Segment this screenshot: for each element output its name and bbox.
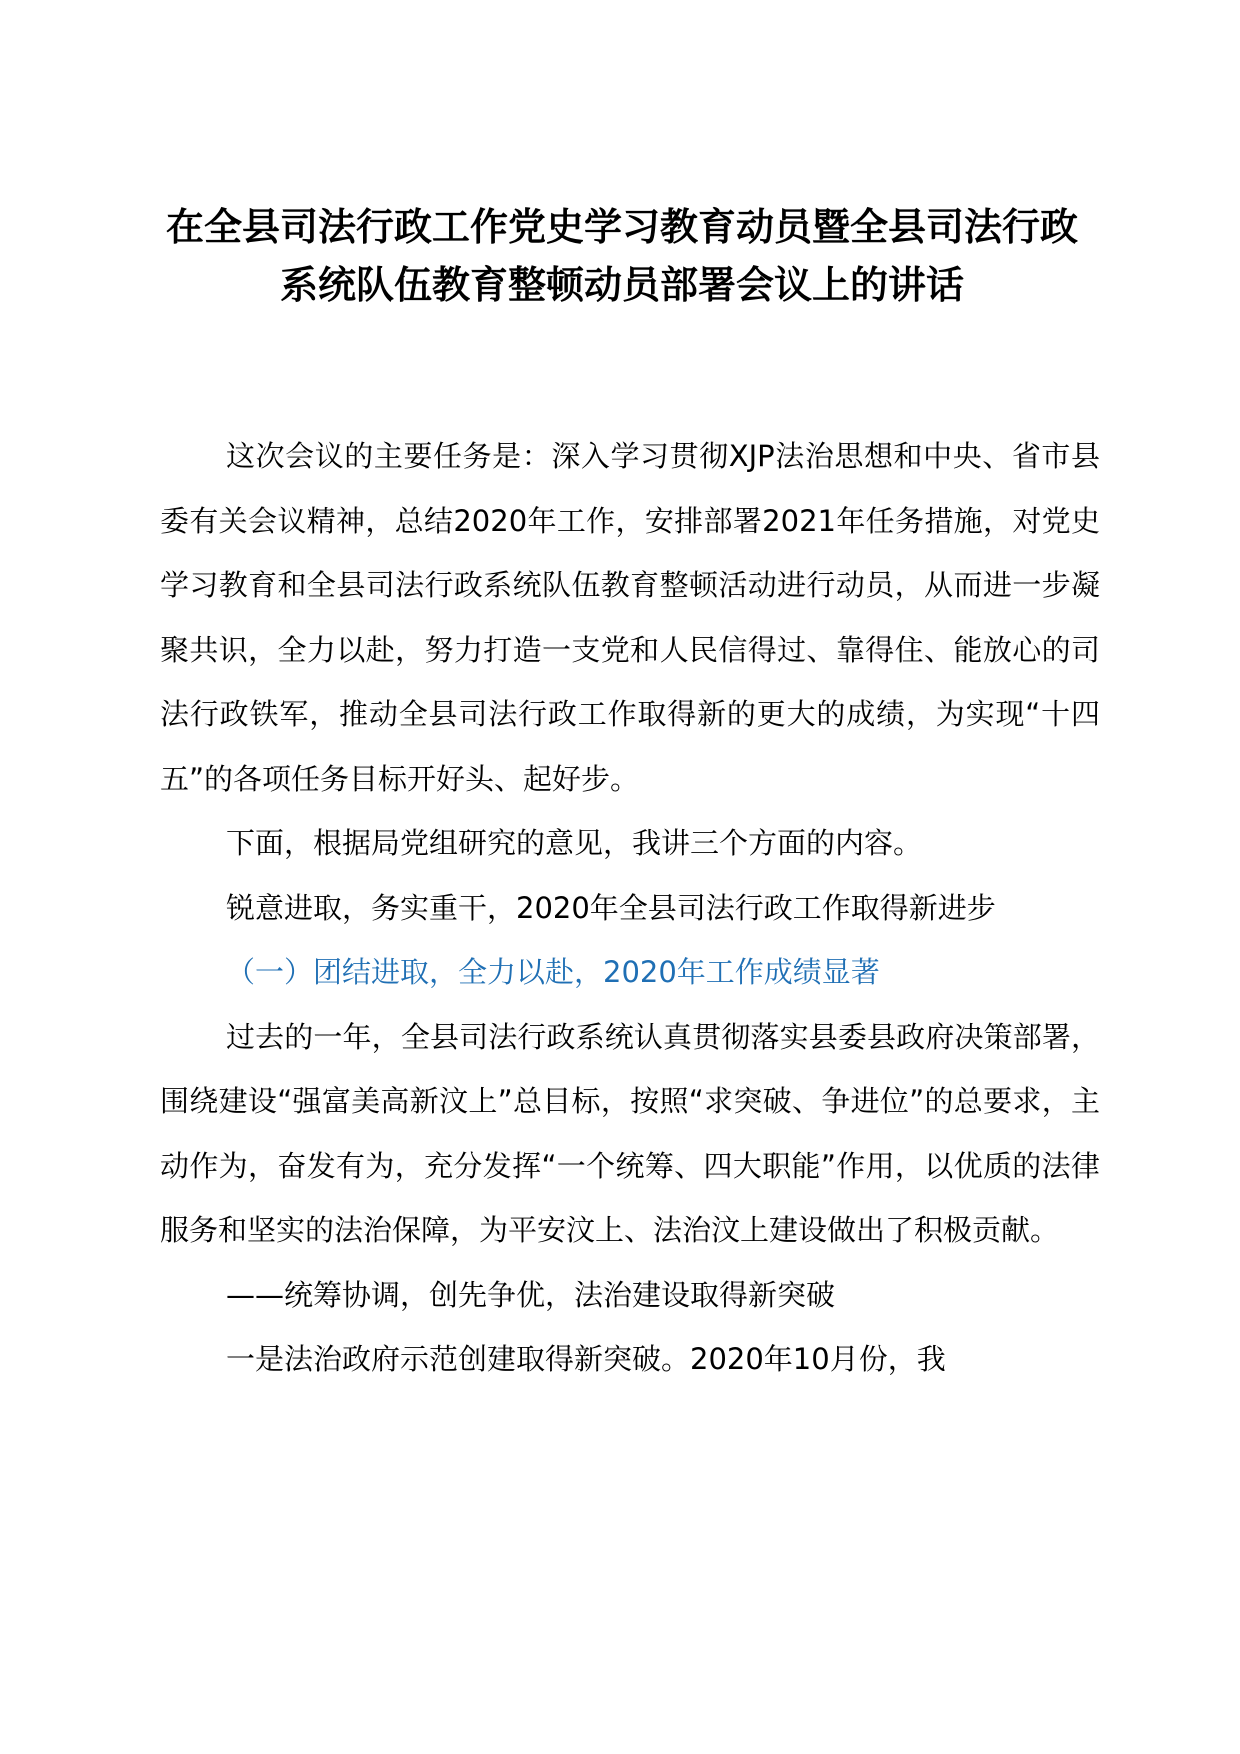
paragraph-past-year: 过去的一年，全县司法行政系统认真贯彻落实县委县政府决策部署，围绕建设“强富美高新汶上”总目标，按照“求突破、争进位”的总要求，主动作为，奋发有为，充分发挥“一个统筹、四大职能”作用，以优质的法律服务和坚实的法治保障，为平安汶上、法治汶上建设做出了积极贡献。 [160,1019,1100,1247]
paragraph-law-government: 一是法治政府示范创建取得新突破。2020年10月份，我 [226,1342,946,1376]
document-title: 在全县司法行政工作党史学习教育动员暨全县司法行政系统队伍教育整顿动员部署会议上的讲话 [165,205,1078,307]
subsection-heading-achievements: （一）团结进取，全力以赴，2020年工作成绩显著 [226,955,880,989]
section-heading-2020-progress: 锐意进取，务实重干，2020年全县司法行政工作取得新进步 [226,890,996,925]
paragraph-meeting-tasks: 这次会议的主要任务是：深入学习贯彻XJP法治思想和中央、省市县委有关会议精神，总结2020年工作，安排部署2021年任务措施，对党史学习教育和全县司法行政系统队伍教育整顿活动进行动员，从而进一步凝聚共识，全力以赴，努力打造一支党和人民信得过、靠得住、能放心的司法行政铁军，推动全县司法行政工作取得新的更大的成绩，为实现“十四五”的各项任务目标开好头、起好步。 [160,439,1100,796]
document-body [160,424,1100,1392]
paragraph-coordination-heading: ——统筹协调，创先争优，法治建设取得新突破 [226,1277,836,1312]
paragraph-three-aspects: 下面，根据局党组研究的意见，我讲三个方面的内容。 [226,826,923,860]
